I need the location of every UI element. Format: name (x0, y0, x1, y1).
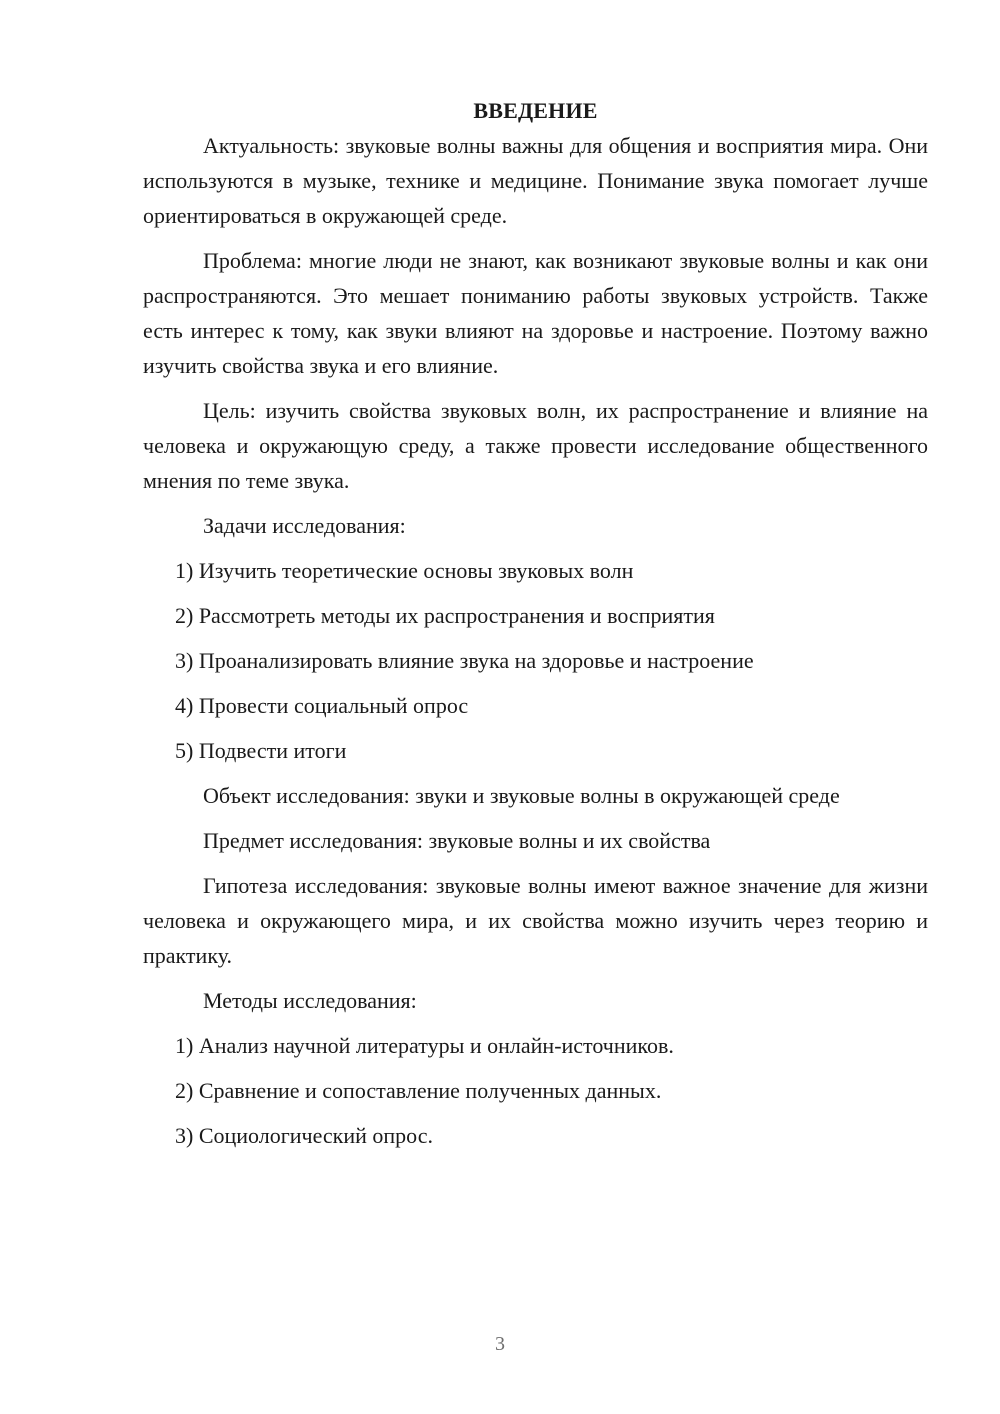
page-number: 3 (495, 1333, 505, 1355)
research-object: Объект исследования: звуки и звуковые волны в окружающей среде (203, 783, 840, 808)
hypothesis-paragraph: Гипотеза исследования: звуковые волны имеют важное значение для жизни человека и окружающего мира, и их свойства можно изучить через теорию и практику. (143, 873, 928, 968)
method-item: 1) Анализ научной литературы и онлайн-источников. (175, 1033, 674, 1058)
task-item: 1) Изучить теоретические основы звуковых волн (175, 558, 634, 583)
task-item: 4) Провести социальный опрос (175, 693, 469, 718)
problem-paragraph: Проблема: многие люди не знают, как возникают звуковые волны и как они распространяются. Это мешает пониманию работы звуковых устройств. Также есть интерес к тому, как звуки влияют на здоровье и настроение. Поэтому важно изучить свойства звука и его влияние. (143, 248, 928, 378)
task-item: 3) Проанализировать влияние звука на здоровье и настроение (175, 648, 754, 673)
section-title: ВВЕДЕНИЕ (473, 98, 598, 123)
methods-list (143, 1028, 928, 1153)
task-item: 2) Рассмотреть методы их распространения и восприятия (175, 603, 715, 628)
tasks-list (143, 553, 928, 768)
task-item: 5) Подвести итоги (175, 738, 347, 763)
method-item: 3) Социологический опрос. (175, 1123, 433, 1148)
research-subject: Предмет исследования: звуковые волны и их свойства (203, 828, 711, 853)
document-page (143, 93, 928, 1163)
methods-heading: Методы исследования: (203, 988, 417, 1013)
relevance-paragraph: Актуальность: звуковые волны важны для общения и восприятия мира. Они используются в музыке, технике и медицине. Понимание звука помогает лучше ориентироваться в окружающей среде. (143, 133, 928, 228)
method-item: 2) Сравнение и сопоставление полученных данных. (175, 1078, 662, 1103)
goal-paragraph: Цель: изучить свойства звуковых волн, их распространение и влияние на человека и окружающую среду, а также провести исследование общественного мнения по теме звука. (143, 398, 928, 493)
tasks-heading: Задачи исследования: (203, 513, 406, 538)
